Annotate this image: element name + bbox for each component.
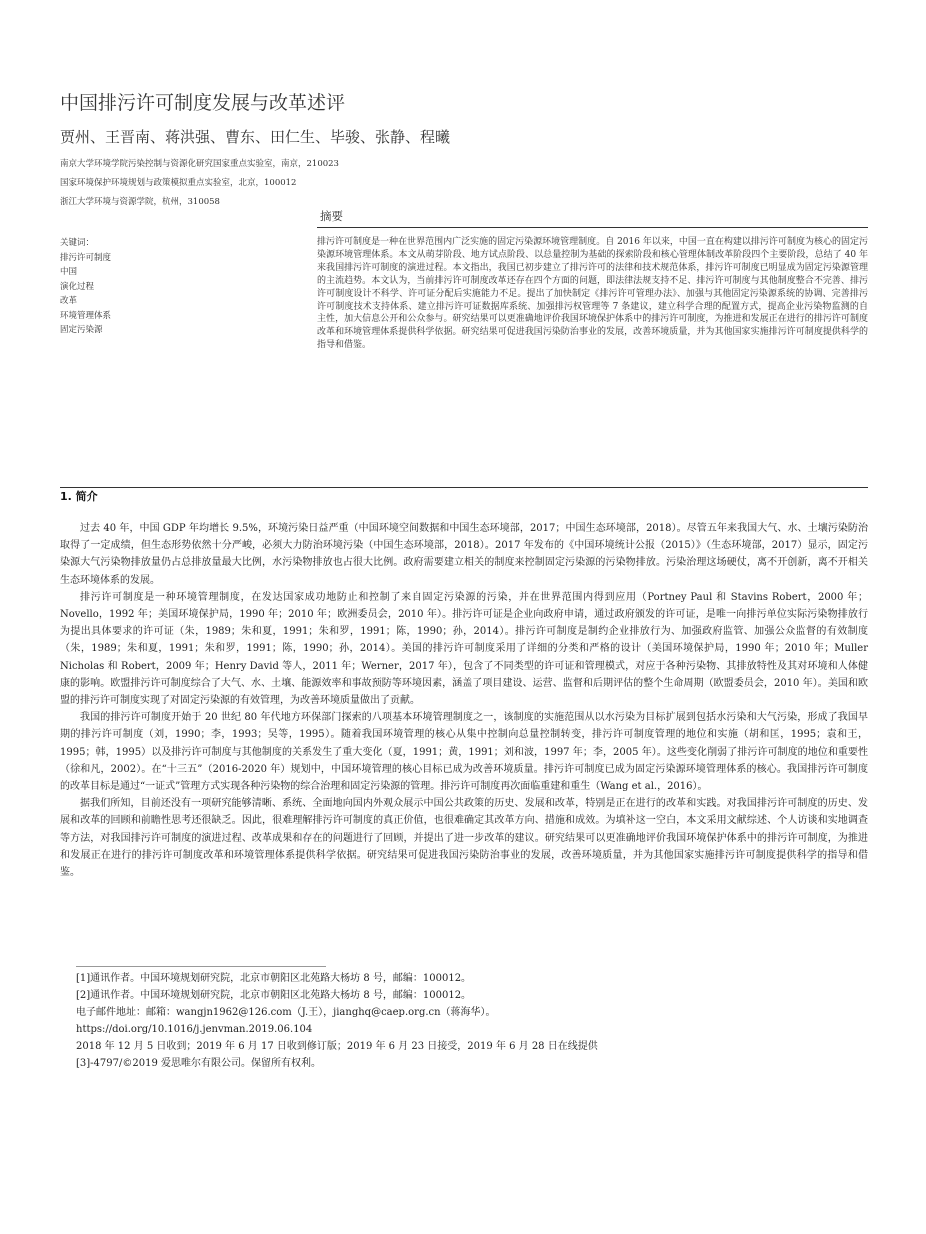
abstract-top-rule [317,227,868,228]
keyword-item: 演化过程 [60,281,95,292]
keyword-item: 环境管理体系 [60,310,112,321]
keywords-block [60,236,260,338]
abstract-text: 排污许可制度是一种在世界范围内广泛实施的固定污染源环境管理制度。自 2016 年以来，中国一直在构建以排污许可制度为核心的固定污染源环境管理体系。本文从萌芽阶段、地方试点阶段、以总量控制为基础的探索阶段和核心管理体制改革阶段四个主要阶段，总结了 40 年来我国排污许可制度的演进过程。本文指出，我国已初步建立了排污许可的法律和技术规范体系，排污许可制度已明显成为固定污染源管理的主流趋势。本文认为，当前排污许可制度改革还存在四个方面的问题，即法律法规支持不足、排污许可制度与其他制度整合不完善、排污许可制度设计不科学、许可证分配后实施能力不足。提出了加快制定《排污许可管理办法》、加强与其他固定污染源系统的协调、完善排污许可制度技术支持体系、建立排污许可证数据库系统、加强排污权管理等 7 条建议，建立科学合理的配置方式，提高企业污染物监测的自主性，加大信息公开和公众参与。研究结果可以更准确地评价我国环境保护体系中的排污许可制度，为推进和发展正在进行的排污许可制度改革和环境管理体系提供科学依据。研究结果可促进我国污染防治事业的发展，改善环境质量，并为其他国家实施排污许可制度提供科学的指导和借鉴。 [317,237,868,351]
paper-title: 中国排污许可制度发展与改革述评 [60,92,346,114]
author-list: 贾州、王晋南、蒋洪强、曹东、田仁生、毕骏、张静、程曦 [60,128,451,146]
footnote-corresponding-1: [1]通讯作者。中国环境规划研究院，北京市朝阳区北苑路大杨坊 8 号，邮编：100012。 [76,973,472,984]
footnote-copyright: [3]-4797/©2019 爱思唯尔有限公司。保留所有权利。 [76,1058,321,1069]
body-paragraph: 过去 40 年，中国 GDP 年均增长 9.5%，环境污染日益严重（中国环境空间数据和中国生态环境部，2017；中国生态环境部，2018）。尽管五年来我国大气、水、土壤污染防治取得了一定成绩，但生态形势依然十分严峻，必须大力防治环境污染（中国生态环境部，2018）。2017 年发布的《中国环境统计公报（2015）》（生态环境部，2017）显示，固定污染源大气污染物排放量仍占总排放量最大比例，水污染物排放也占很大比例。政府需要建立相关的制度来控制固定污染源的污染物排放。污染治理这场硬仗，离不开创新，离不开相关生态环境体系的发展。 [60,523,868,586]
keyword-item: 中国 [60,267,78,277]
abstract-heading: 摘要 [320,209,343,223]
affiliation-3: 浙江大学环境与资源学院，杭州，310058 [60,197,220,207]
keywords-label: 关键词： [60,238,95,248]
body-paragraph: 据我们所知，目前还没有一项研究能够清晰、系统、全面地向国内外观众展示中国公共政策的历史、发展和改革，特别是正在进行的改革和实践。对我国排污许可制度的历史、发展和改革的回顾和前瞻性思考还很缺乏。因此，很难理解排污许可制度的真正价值，也很难确定其改革方向、措施和成效。为填补这一空白，本文采用文献综述、个人访谈和实地调查等方法，对我国排污许可制度的演进过程、改革成果和存在的问题进行了回顾，并提出了进一步改革的建议。研究结果可以更准确地评价我国环境保护体系中的排污许可制度，为推进和发展正在进行的排污许可制度改革和环境管理体系提供科学依据。研究结果可促进我国污染防治事业的发展，改善环境质量，并为其他国家实施排污许可制度提供科学的指导和借鉴。 [60,798,868,879]
footnote-corresponding-2: [2]通讯作者。中国环境规划研究院，北京市朝阳区北苑路大杨坊 8 号，邮编：100012。 [76,990,472,1001]
footnote-email: 电子邮件地址：邮箱：wangjn1962@126.com（J.王），jianghq@caep.org.cn（蒋海华）。 [76,1007,496,1018]
affiliation-2: 国家环境保护环境规划与政策模拟重点实验室，北京，100012 [60,178,297,188]
introduction-body [60,520,868,881]
section-heading-introduction: 1. 简介 [60,490,98,503]
keyword-item: 固定污染源 [60,325,103,335]
keyword-item: 排污许可制度 [60,252,112,263]
body-paragraph: 排污许可制度是一种环境管理制度，在发达国家成功地防止和控制了来自固定污染源的污染，并在世界范围内得到应用（Portney Paul 和 Stavins Robert，2000 年；Novello，1992 年；美国环境保护局，1990 年；2010 年；欧洲委员会，2010 年）。排污许可证是企业向政府申请，通过政府颁发的许可证，是唯一向排污单位实际污染物排放行为提出具体要求的许可证（朱，1989；朱和夏，1991；朱和罗，1991；陈，1990；孙，2014）。排污许可制度是制约企业排放行为、加强政府监管、加强公众监督的有效制度（朱，1989；朱和夏，1991；朱和罗，1991；陈，1990；孙，2014）。美国的排污许可制度采用了详细的分类和严格的设计（美国环境保护局，1990 年；2010 年；Muller Nicholas 和 Robert，2009 年；Henry David 等人，2011 年；Werner，2017 年），包含了不同类型的许可证和管理模式，对应于各种污染物、其排放特性及其对环境和人体健康的影响。欧盟排污许可制度综合了大气、水、土壤、能源效率和事故预防等环境因素，涵盖了项目建设、运营、监督和后期评估的整个生命周期（欧盟委员会，2010 年）。美国和欧盟的排污许可制度实现了对固定污染源的有效管理，为改善环境质量做出了贡献。 [60,591,868,707]
footnote-doi: https://doi.org/10.1016/j.jenvman.2019.06.104 [76,1024,313,1035]
footnotes-block [76,970,866,1072]
body-paragraph: 我国的排污许可制度开始于 20 世纪 80 年代地方环保部门探索的八项基本环境管理制度之一，该制度的实施范围从以水污染为目标扩展到包括水污染和大气污染，形成了我国早期的排污许可制度（刘，1990；李，1993；吴等，1995）。随着我国环境管理的核心从集中控制向总量控制转变，排污许可制度管理的地位和实施（胡和匡，1995；袁和王，1995；韩，1995）以及排污许可制度与其他制度的关系发生了重大变化（夏，1991；黄，1991；刘和波，1997 年；李，2005 年）。这些变化削弱了排污许可制度的地位和重要性（徐和凡，2002）。在“十三五”（2016-2020 年）规划中，中国环境管理的核心目标已成为改善环境质量。排污许可制度已成为固定污染源环境管理体系的核心。我国排污许可制度的改革目标是通过“一证式”管理方式实现各种污染物的综合治理和固定污染源的管理。排污许可制度再次面临重建和重生（Wang et al.，2016）。 [60,712,868,793]
footnote-rule [76,966,326,967]
keyword-item: 改革 [60,296,78,306]
affiliation-1: 南京大学环境学院污染控制与资源化研究国家重点实验室，南京，210023 [60,159,339,169]
footnote-dates: 2018 年 12 月 5 日收到；2019 年 6 月 17 日收到修订版；2019 年 6 月 23 日接受，2019 年 6 月 28 日在线提供 [76,1041,598,1052]
section-top-rule [60,487,868,488]
